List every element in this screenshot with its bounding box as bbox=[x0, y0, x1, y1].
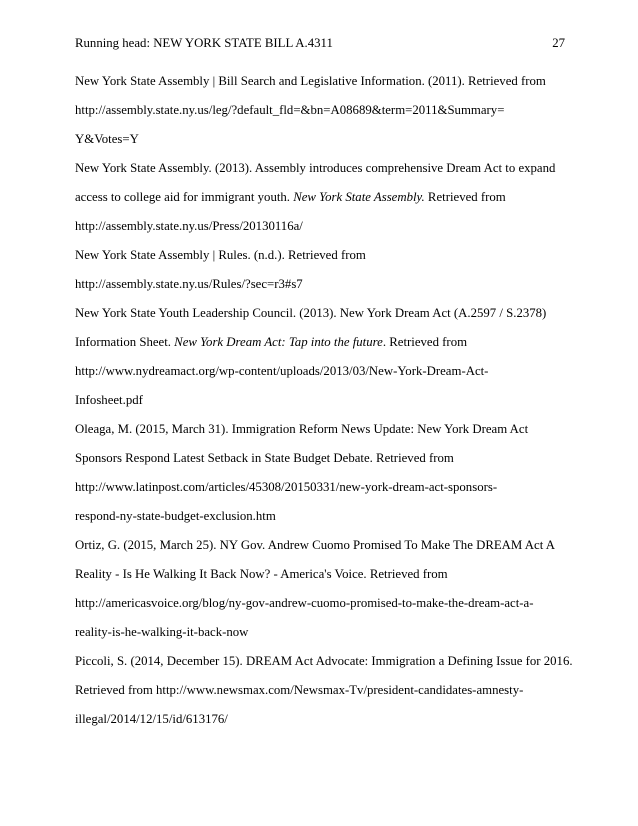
reference-entry bbox=[75, 647, 573, 734]
reference-line: New York State Youth Leadership Council. (2013). New York Dream Act (A.2597 / S.2378) bbox=[75, 306, 547, 320]
reference-line: Oleaga, M. (2015, March 31). Immigration Reform News Update: New York Dream Act bbox=[75, 422, 529, 436]
reference-italic-title: New York State Assembly. bbox=[293, 190, 425, 204]
reference-line: http://www.latinpost.com/articles/45308/20150331/new-york-dream-act-sponsors- bbox=[75, 480, 498, 494]
reference-text: access to college aid for immigrant youth. bbox=[75, 190, 294, 204]
reference-entry bbox=[75, 241, 570, 299]
reference-line: New York State Assembly | Bill Search and Legislative Information. (2011). Retrieved from bbox=[75, 74, 546, 88]
reference-list bbox=[75, 67, 573, 734]
reference-entry bbox=[75, 154, 570, 241]
page-number: 27 bbox=[552, 36, 565, 50]
reference-line bbox=[75, 328, 570, 357]
reference-entry bbox=[75, 67, 570, 154]
reference-line: Retrieved from http://www.newsmax.com/Newsmax-Tv/president-candidates-amnesty- bbox=[75, 683, 524, 697]
reference-line: http://assembly.state.ny.us/leg/?default_fld=&bn=A08689&term=2011&Summary= bbox=[75, 103, 505, 117]
reference-line: reality-is-he-walking-it-back-now bbox=[75, 625, 249, 639]
reference-entry bbox=[75, 531, 570, 647]
reference-line: illegal/2014/12/15/id/613176/ bbox=[75, 712, 228, 726]
reference-line: http://assembly.state.ny.us/Rules/?sec=r3#s7 bbox=[75, 277, 303, 291]
reference-text: Retrieved from bbox=[424, 190, 506, 204]
reference-line: Sponsors Respond Latest Setback in State Budget Debate. Retrieved from bbox=[75, 451, 454, 465]
reference-line: New York State Assembly | Rules. (n.d.). Retrieved from bbox=[75, 248, 366, 262]
reference-line bbox=[75, 183, 570, 212]
page-header bbox=[75, 34, 565, 52]
reference-line: Infosheet.pdf bbox=[75, 393, 143, 407]
reference-entry bbox=[75, 299, 570, 415]
reference-line: respond-ny-state-budget-exclusion.htm bbox=[75, 509, 276, 523]
reference-entry bbox=[75, 415, 570, 531]
reference-line: Y&Votes=Y bbox=[75, 132, 139, 146]
reference-line: Reality - Is He Walking It Back Now? - America's Voice. Retrieved from bbox=[75, 567, 448, 581]
running-head: Running head: NEW YORK STATE BILL A.4311 bbox=[75, 36, 333, 50]
reference-italic-title: New York Dream Act: Tap into the future bbox=[174, 335, 383, 349]
reference-line: http://www.nydreamact.org/wp-content/uploads/2013/03/New-York-Dream-Act- bbox=[75, 364, 489, 378]
reference-line: http://assembly.state.ny.us/Press/20130116a/ bbox=[75, 219, 303, 233]
reference-line: New York State Assembly. (2013). Assembly introduces comprehensive Dream Act to expand bbox=[75, 161, 556, 175]
reference-line: Piccoli, S. (2014, December 15). DREAM Act Advocate: Immigration a Defining Issue for 2016. bbox=[75, 654, 573, 668]
reference-line: Ortiz, G. (2015, March 25). NY Gov. Andrew Cuomo Promised To Make The DREAM Act A bbox=[75, 538, 556, 552]
reference-text: Information Sheet. bbox=[75, 335, 175, 349]
reference-line: http://americasvoice.org/blog/ny-gov-andrew-cuomo-promised-to-make-the-dream-act-a- bbox=[75, 596, 534, 610]
reference-text: . Retrieved from bbox=[382, 335, 468, 349]
